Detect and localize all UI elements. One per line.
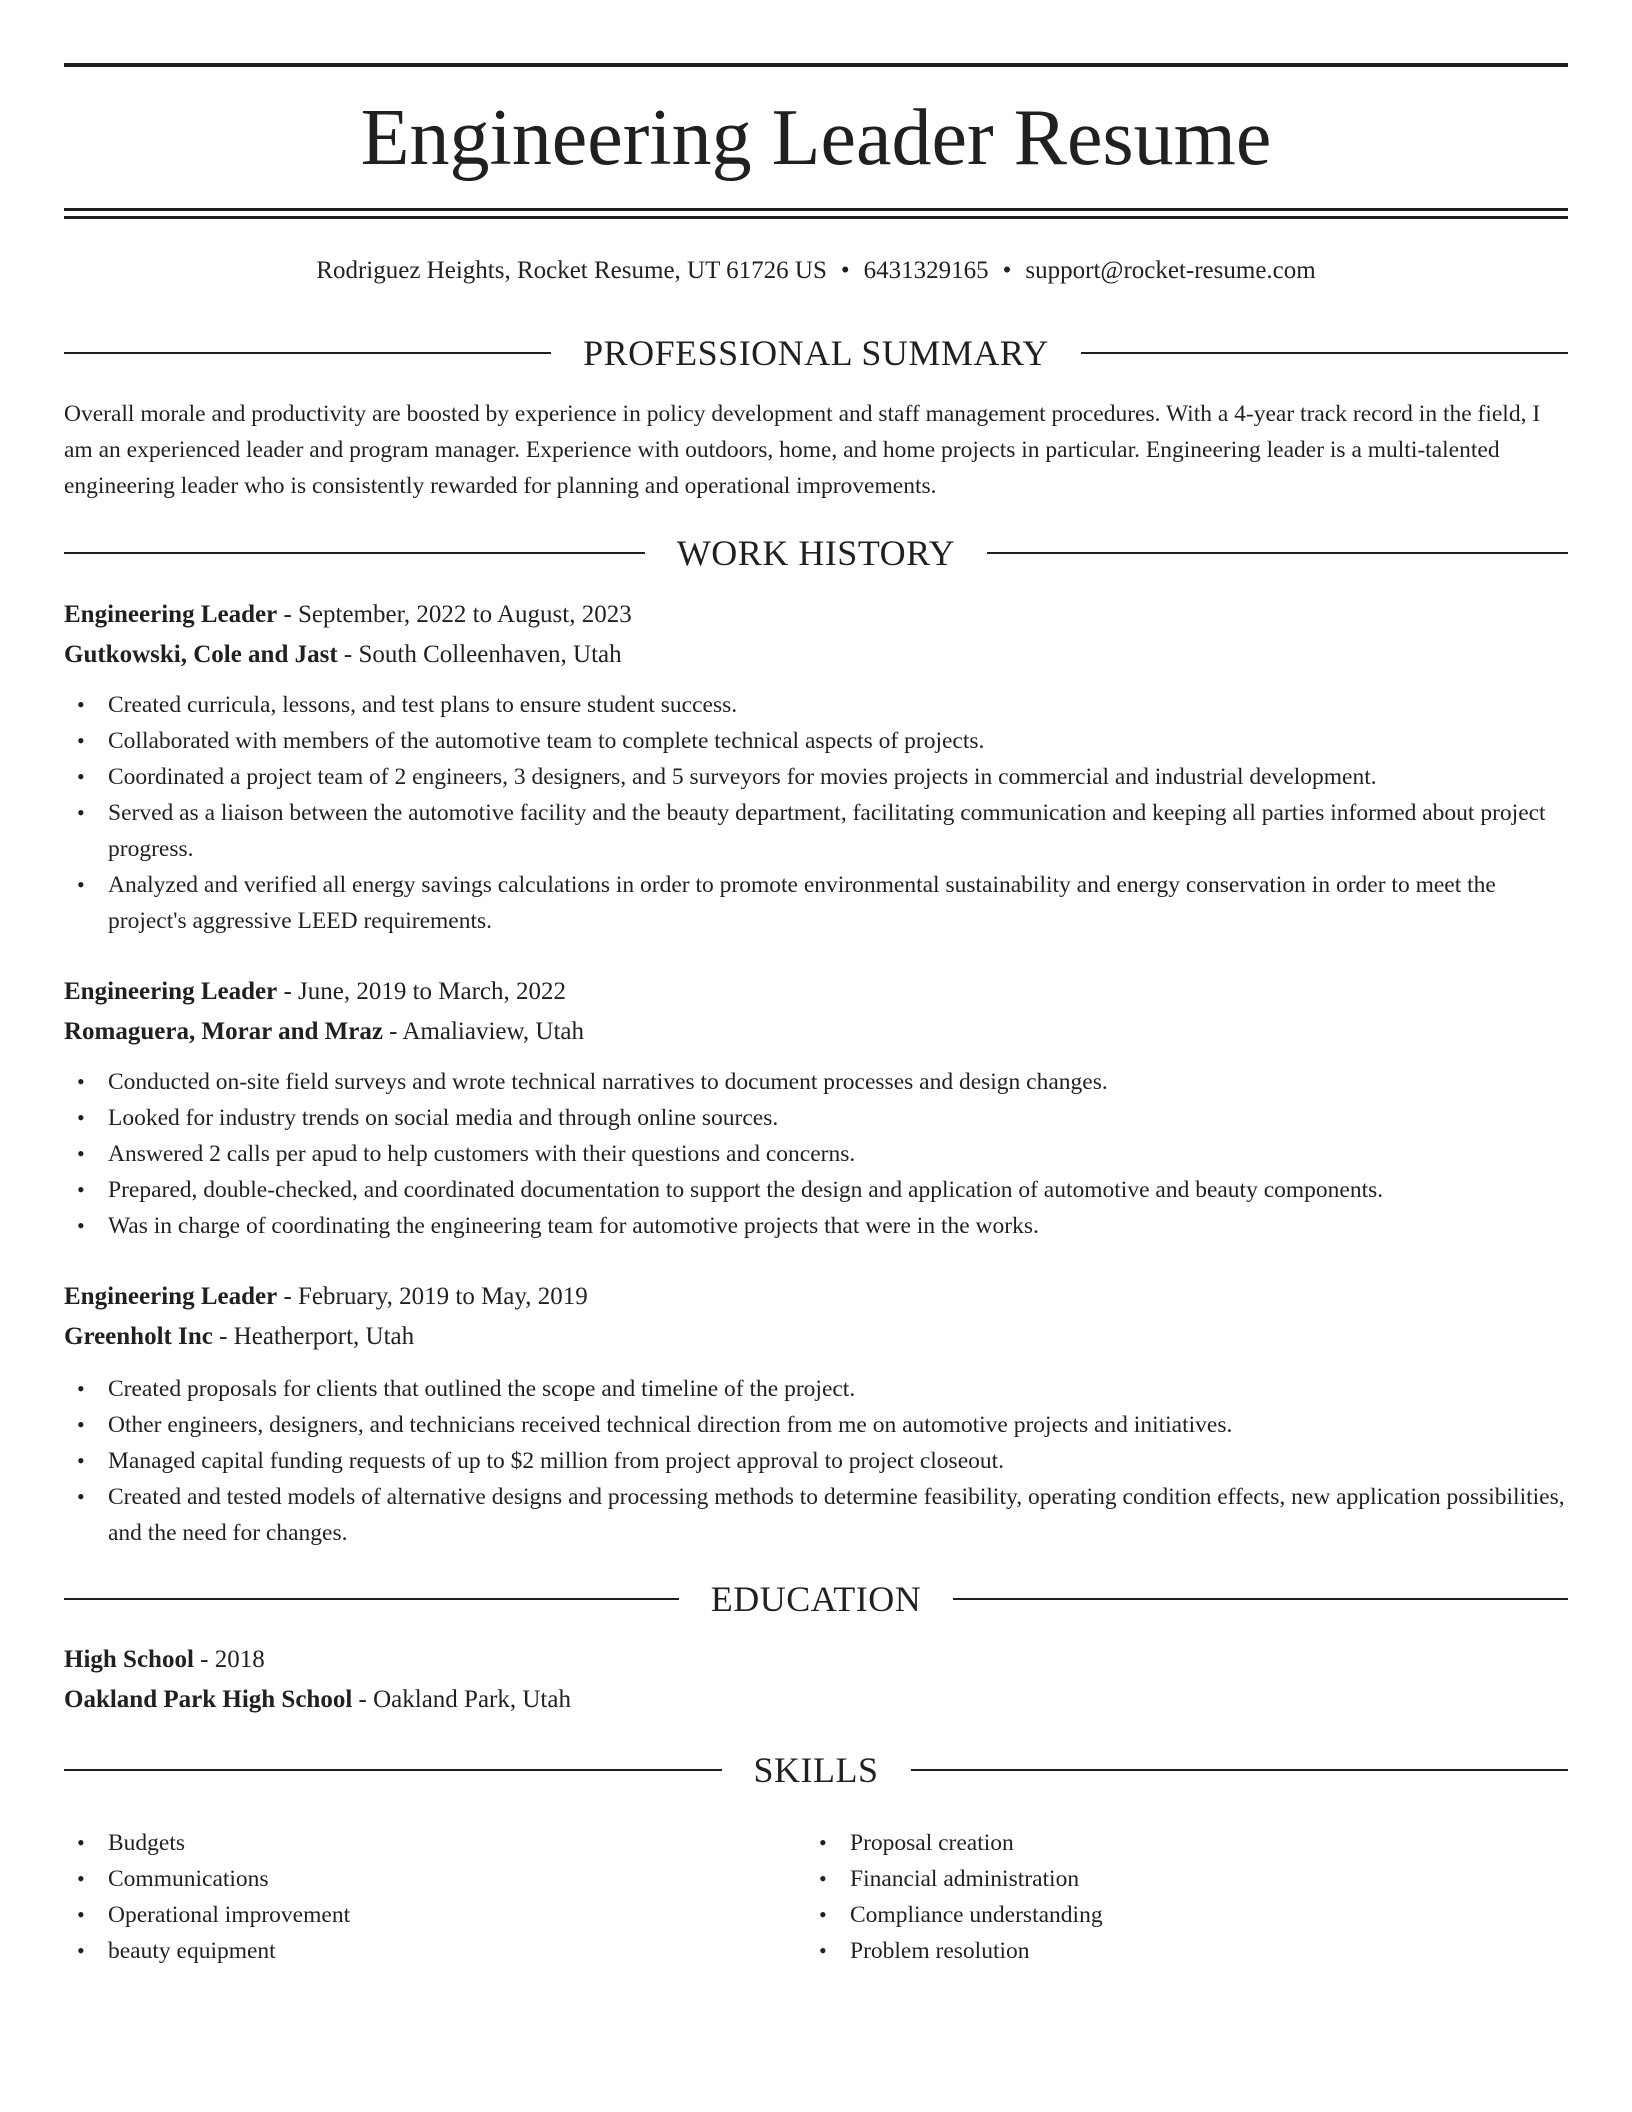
education-degree: High School — [64, 1646, 194, 1673]
title-rule-upper — [64, 208, 1568, 211]
list-item: • Was in charge of coordinating the engineering team for automotive projects that were in the works. — [64, 1208, 1568, 1244]
skill-item: • Budgets — [64, 1825, 806, 1861]
list-item: • Created and tested models of alternative designs and processing methods to determine feasibility, operating condition effects, new application possibilities, and the need for changes. — [64, 1479, 1568, 1551]
heading-rule — [911, 1769, 1569, 1771]
skills-bullets — [64, 1825, 806, 1969]
skill-item: • Communications — [64, 1861, 806, 1897]
skill-item: • Compliance understanding — [806, 1897, 1548, 1933]
job-company: Gutkowski, Cole and Jast — [64, 641, 338, 668]
education-location: - Oakland Park, Utah — [352, 1686, 571, 1713]
section-heading-skills — [64, 1750, 1568, 1790]
title-rule-lower — [64, 216, 1568, 219]
job-title: Engineering Leader — [64, 1283, 278, 1310]
education-year: - 2018 — [193, 1646, 265, 1673]
list-item: • Created curricula, lessons, and test plans to ensure student success. — [64, 687, 1568, 723]
contact-address: Rodriguez Heights, Rocket Resume, UT 61726 US — [316, 257, 827, 284]
job-company: Romaguera, Morar and Mraz — [64, 1018, 383, 1045]
contact-separator: • — [840, 257, 850, 284]
section-heading-education — [64, 1579, 1568, 1619]
job-bullets — [64, 1064, 1568, 1244]
list-item: • Served as a liaison between the automotive facility and the beauty department, facilitating communication and keeping all parties informed about project progress. — [64, 795, 1568, 867]
education-school-line — [64, 1680, 1568, 1720]
list-item: • Answered 2 calls per apud to help customers with their questions and concerns. — [64, 1136, 1568, 1172]
resume-title: Engineering Leader Resume — [360, 94, 1272, 182]
job-location: - Heatherport, Utah — [212, 1323, 415, 1350]
list-item: • Other engineers, designers, and technicians received technical direction from me on automotive projects and initiatives. — [64, 1407, 1568, 1443]
education-degree-line — [64, 1640, 1568, 1680]
job-location: - Amaliaview, Utah — [382, 1018, 585, 1045]
list-item: • Collaborated with members of the automotive team to complete technical aspects of projects. — [64, 723, 1568, 759]
job-title-line — [64, 595, 1568, 635]
heading-rule — [64, 552, 645, 554]
top-rule — [64, 63, 1568, 67]
heading-rule — [64, 1769, 722, 1771]
list-item: • Created proposals for clients that outlined the scope and timeline of the project. — [64, 1371, 1568, 1407]
job-dates: - June, 2019 to March, 2022 — [277, 978, 567, 1005]
section-title: SKILLS — [753, 1750, 879, 1790]
summary-text: Overall morale and productivity are boosted by experience in policy development and staff management procedures. With a 4-year track record in the field, I am an experienced leader and program manager. Experience with outdoors, home, and home projects in particular. Engineering leader is a multi-talented engineering leader who is consistently rewarded for planning and operational improvements. — [64, 401, 1541, 499]
job-company-line — [64, 1012, 1568, 1052]
job-bullets — [64, 687, 1568, 939]
skills-column-left — [64, 1825, 806, 1969]
job-bullets — [64, 1371, 1568, 1551]
list-item: • Conducted on-site field surveys and wrote technical narratives to document processes and design changes. — [64, 1064, 1568, 1100]
job-title-line — [64, 1277, 1568, 1317]
skills-list — [64, 1825, 1568, 1969]
job-entry — [64, 972, 1568, 1244]
heading-rule — [1081, 352, 1568, 354]
section-title: WORK HISTORY — [676, 533, 956, 573]
heading-rule — [953, 1598, 1568, 1600]
heading-rule — [64, 352, 551, 354]
section-title: PROFESSIONAL SUMMARY — [583, 333, 1049, 373]
job-title: Engineering Leader — [64, 978, 278, 1005]
education-school: Oakland Park High School — [64, 1686, 353, 1713]
job-company-line — [64, 1317, 1568, 1357]
skill-item: • beauty equipment — [64, 1933, 806, 1969]
job-dates: - February, 2019 to May, 2019 — [277, 1283, 588, 1310]
skill-item: • Proposal creation — [806, 1825, 1548, 1861]
section-title: EDUCATION — [710, 1579, 922, 1619]
list-item: • Coordinated a project team of 2 engineers, 3 designers, and 5 surveyors for movies projects in commercial and industrial development. — [64, 759, 1568, 795]
list-item: • Analyzed and verified all energy savings calculations in order to promote environmental sustainability and energy conservation in order to meet the project's aggressive LEED requirements. — [64, 867, 1568, 939]
list-item: • Looked for industry trends on social media and through online sources. — [64, 1100, 1568, 1136]
skill-item: • Financial administration — [806, 1861, 1548, 1897]
section-heading-summary — [64, 333, 1568, 373]
job-dates: - September, 2022 to August, 2023 — [277, 601, 632, 628]
job-entry — [64, 595, 1568, 939]
heading-rule — [64, 1598, 679, 1600]
skill-item: • Problem resolution — [806, 1933, 1548, 1969]
list-item: • Prepared, double-checked, and coordinated documentation to support the design and application of automotive and beauty components. — [64, 1172, 1568, 1208]
job-title: Engineering Leader — [64, 601, 278, 628]
contact-email: support@rocket-resume.com — [1025, 257, 1316, 284]
job-location: - South Colleenhaven, Utah — [337, 641, 622, 668]
contact-phone: 6431329165 — [863, 257, 989, 284]
job-title-line — [64, 972, 1568, 1012]
list-item: • Managed capital funding requests of up to $2 million from project approval to project closeout. — [64, 1443, 1568, 1479]
job-company-line — [64, 635, 1568, 675]
job-company: Greenholt Inc — [64, 1323, 213, 1350]
contact-separator: • — [1002, 257, 1012, 284]
skills-column-right — [806, 1825, 1548, 1969]
skills-bullets — [806, 1825, 1548, 1969]
skill-item: • Operational improvement — [64, 1897, 806, 1933]
contact-line — [64, 255, 1568, 287]
heading-rule — [987, 552, 1568, 554]
education-entry — [64, 1640, 1568, 1720]
section-heading-work — [64, 533, 1568, 573]
job-entry — [64, 1277, 1568, 1551]
